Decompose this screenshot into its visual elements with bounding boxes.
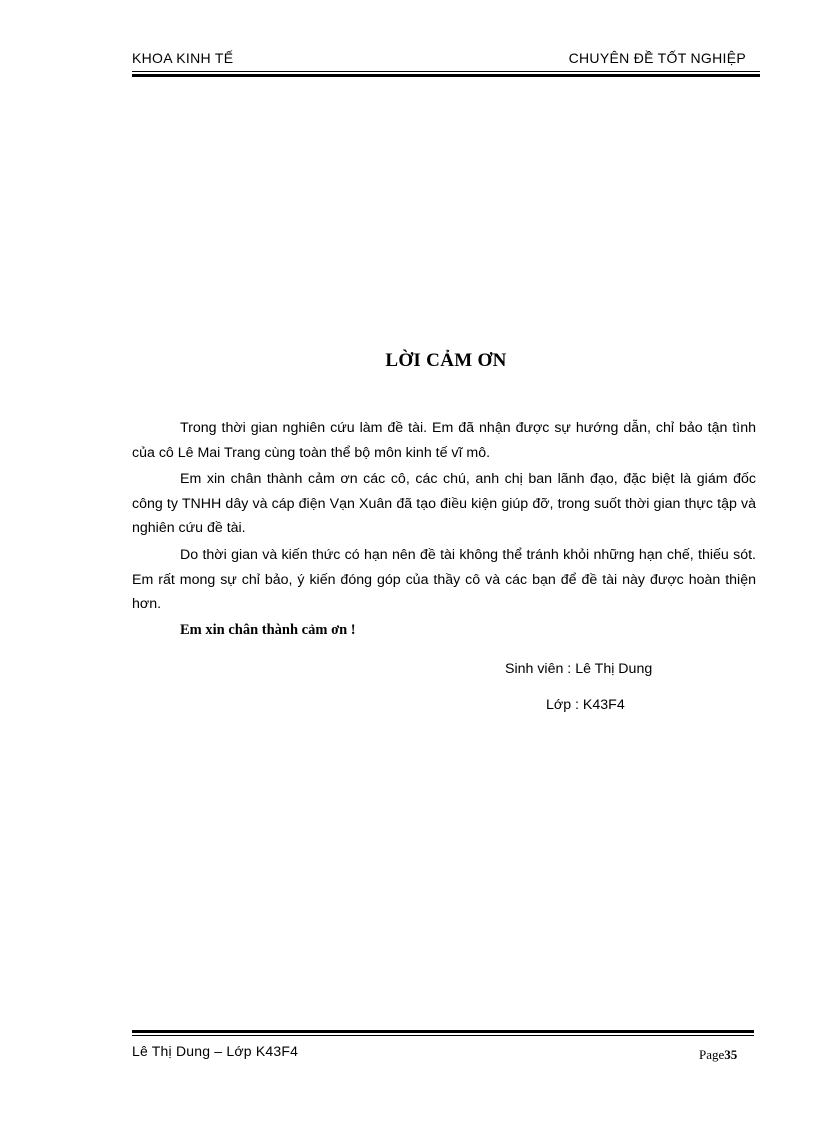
page-header bbox=[132, 48, 760, 68]
header-divider-thick bbox=[132, 74, 760, 77]
paragraph: Do thời gian và kiến thức có hạn nên đề tài không thể tránh khỏi những hạn chế, thiếu sót. Em rất mong sự chỉ bảo, ý kiến đóng góp của thầy cô và các bạn để đề tài này được hoàn thiện hơn. bbox=[132, 547, 756, 612]
paragraph: Trong thời gian nghiên cứu làm đề tài. Em đã nhận được sự hướng dẫn, chỉ bảo tận tình của cô Lê Mai Trang cùng toàn thể bộ môn kinh tế vĩ mô. bbox=[132, 420, 756, 461]
page-number-label: Page bbox=[699, 1047, 725, 1062]
page-number bbox=[699, 1047, 737, 1063]
footer-divider-thick bbox=[132, 1030, 754, 1033]
footer-author: Lê Thị Dung – Lớp K43F4 bbox=[132, 1043, 299, 1059]
paragraph: Em xin chân thành cảm ơn các cô, các chú, anh chị ban lãnh đạo, đặc biệt là giám đốc công ty TNHH dây và cáp điện Vạn Xuân đã tạo điều kiện giúp đỡ, trong suốt thời gian thực tập và nghiên cứu đề tài. bbox=[132, 471, 756, 536]
header-document-type: CHUYÊN ĐỀ TỐT NGHIỆP bbox=[568, 50, 746, 66]
page-title: LỜI CẢM ƠN bbox=[385, 350, 507, 371]
signature-class: Lớp : K43F4 bbox=[546, 697, 625, 713]
signature-student: Sinh viên : Lê Thị Dung bbox=[505, 661, 653, 677]
header-divider-thin bbox=[132, 71, 760, 72]
header-faculty: KHOA KINH TẾ bbox=[132, 50, 234, 66]
page-number-value: 35 bbox=[724, 1047, 738, 1062]
footer-divider-thin bbox=[132, 1035, 754, 1036]
closing-line: Em xin chân thành cảm ơn ! bbox=[180, 622, 356, 638]
